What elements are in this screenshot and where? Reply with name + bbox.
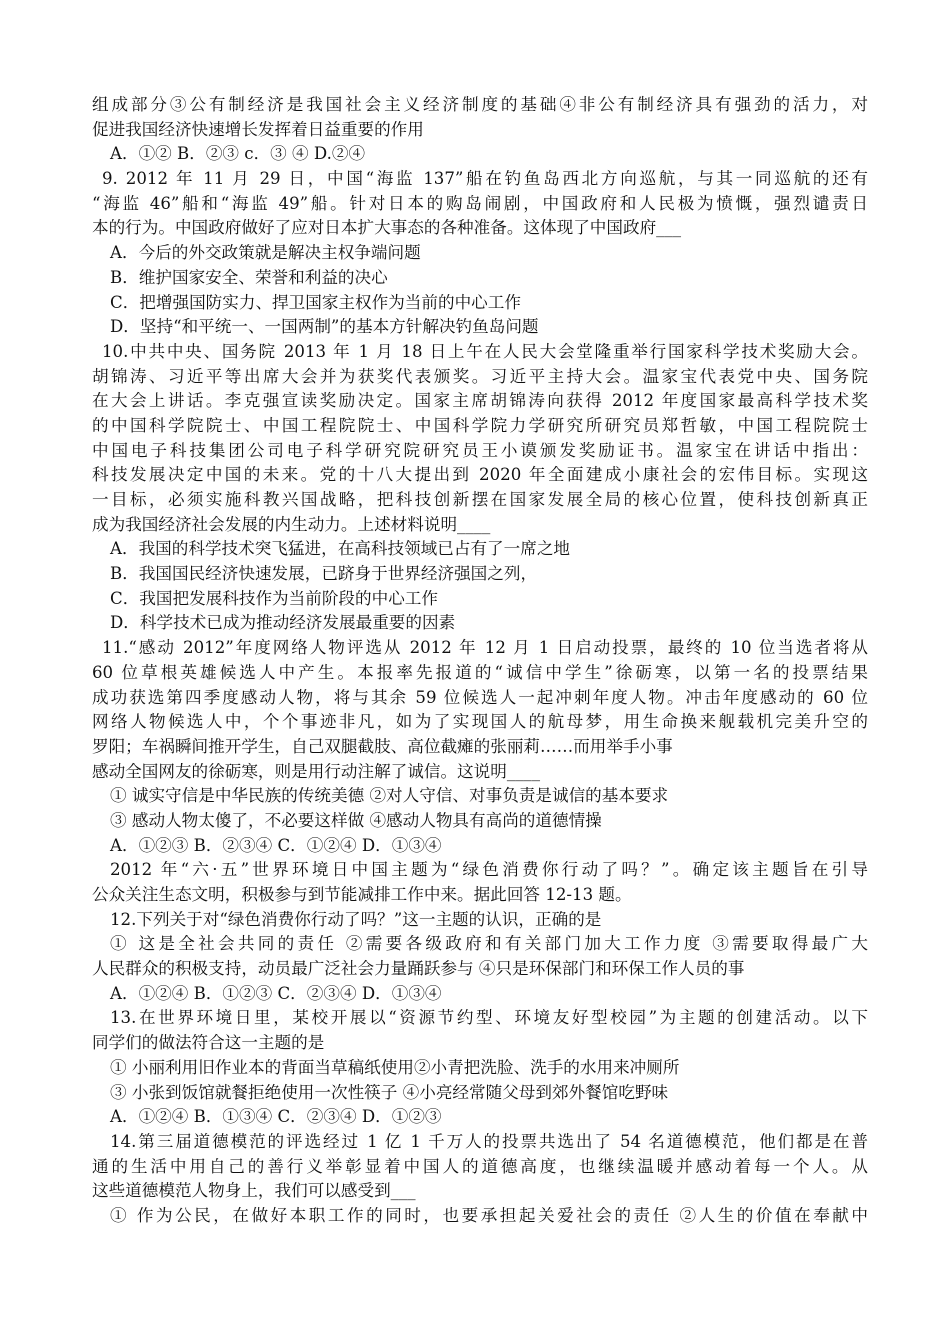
text-line: 人民群众的积极支持，动员最广泛社会力量踊跃参与 ④只是环保部门和环保工作人员的事 <box>92 959 745 979</box>
option-c: C．我国把发展科技作为当前阶段的中心工作 <box>110 588 438 608</box>
question-9-stem: 9. 2012 年 11 月 29 日，中国“海监 137”船在钓鱼岛西北方向巡航，与其一同巡航的还有 <box>102 169 868 189</box>
question-13-stem: 13.在世界环境日里，某校开展以“资源节约型、环境友好型校园”为主题的创建活动。以下 <box>110 1008 868 1028</box>
text-line: 感动全国网友的徐砺寒，则是用行动注解了诚信。这说明____ <box>92 761 541 781</box>
question-12-stem: 12.下列关于对“绿色消费你行动了吗？”这一主题的认识，正确的是 <box>110 909 602 929</box>
question-11-stem: 11.“感动 2012”年度网络人物评选从 2012 年 12 月 1 日启动投票，最终的 10 位当选者将从 <box>102 638 868 658</box>
text-line: 60 位草根英雄候选人中产生。本报率先报道的“诚信中学生”徐砺寒，以第一名的投票结果 <box>92 662 868 682</box>
answer-options: A．①②④ B．①③④ C．②③④ D．①②③ <box>110 1107 442 1127</box>
statement-options: ③ 小张到饭馆就餐拒绝使用一次性筷子 ④小亮经常随父母到郊外餐馆吃野味 <box>110 1082 669 1102</box>
answer-options: A．①②④ B．①②③ C．②③④ D．①③④ <box>110 983 442 1003</box>
option-a: A．我国的科学技术突飞猛进，在高科技领域已占有了一席之地 <box>110 539 571 559</box>
text-line: 同学们的做法符合这一主题的是 <box>92 1033 325 1053</box>
text-line: 胡锦涛、习近平等出席大会并为获奖代表颁奖。习近平主持大会。温家宝代表党中央、国务院 <box>92 366 868 386</box>
text-line: 这些道德模范人物身上，我们可以感受到___ <box>92 1181 416 1201</box>
text-line: 公众关注生态文明，积极参与到节能减排工作中来。据此回答 12-13 题。 <box>92 885 632 904</box>
statement-options: ① 这是全社会共同的责任 ②需要各级政府和有关部门加大工作力度 ③需要取得最广大 <box>110 934 868 954</box>
text-line: 通的生活中用自己的善行义举彰显着中国人的道德高度，也继续温暖并感动着每一个人。从 <box>92 1156 868 1176</box>
material-intro: 2012 年“六·五”世界环境日中国主题为“绿色消费你行动了吗？”。确定该主题旨在引导 <box>110 860 868 880</box>
text-line: 在大会上讲话。李克强宣读奖励决定。国家主席胡锦涛向获得 2012 年度国家最高科学技术奖 <box>92 391 868 411</box>
statement-options: ① 小丽利用旧作业本的背面当草稿纸使用②小青把洗脸、洗手的水用来冲厕所 <box>110 1057 680 1077</box>
text-line: 中国电子科技集团公司电子科学研究院研究员王小谟颁发奖励证书。温家宝在讲话中指出： <box>92 440 868 460</box>
option-b: B．我国国民经济快速发展，已跻身于世界经济强国之列， <box>110 564 538 584</box>
text-line: 成为我国经济社会发展的内生动力。上述材料说明____ <box>92 514 491 534</box>
text-line: 本的行为。中国政府做好了应对日本扩大事态的各种准备。这体现了中国政府___ <box>92 218 682 238</box>
text-line: 科技发展决定中国的未来。党的十八大提出到 2020 年全面建成小康社会的宏伟目标。实现这 <box>92 465 868 485</box>
text-line: 组成部分③公有制经济是我国社会主义经济制度的基础④非公有制经济具有强劲的活力，对 <box>92 95 868 114</box>
text-line: 成功获选第四季度感动人物，将与其余 59 位候选人一起冲刺年度人物。冲击年度感动的 60 位 <box>92 687 868 707</box>
question-14-stem: 14.第三届道德模范的评选经过 1 亿 1 千万人的投票共选出了 54 名道德模范，他们都是在普 <box>110 1131 868 1151</box>
option-c: C．把增强国防实力、捍卫国家主权作为当前的中心工作 <box>110 292 521 312</box>
statement-options: ① 作为公民，在做好本职工作的同时，也要承担起关爱社会的责任 ②人生的价值在奉献中 <box>110 1205 868 1225</box>
text-line: 网络人物候选人中，个个事迹非凡，如为了实现国人的航母梦，用生命换来舰载机完美升空的 <box>92 712 868 732</box>
text-line: 一目标，必须实施科教兴国战略，把科技创新摆在国家发展全局的核心位置，使科技创新真正 <box>92 490 868 509</box>
text-line: 促进我国经济快速增长发挥着日益重要的作用 <box>92 119 424 139</box>
statement-options: ③ 感动人物太傻了，不必要这样做 ④感动人物具有高尚的道德情操 <box>110 810 602 830</box>
answer-options: A．①② B．②③ c．③ ④ D.②④ <box>110 144 366 164</box>
text-line: 罗阳；车祸瞬间推开学生，自己双腿截肢、高位截瘫的张丽莉……而用举手小事 <box>92 736 673 756</box>
option-b: B．维护国家安全、荣誉和利益的决心 <box>110 267 388 287</box>
text-line: “海监 46”船和“海监 49”船。针对日本的购岛闹剧，中国政府和人民极为愤慨，强烈谴责日 <box>92 193 868 213</box>
answer-options: A．①②③ B．②③④ C．①②④ D．①③④ <box>110 835 442 855</box>
option-a: A．今后的外交政策就是解决主权争端问题 <box>110 243 421 263</box>
option-d: D．坚持“和平统一、一国两制”的基本方针解决钓鱼岛问题 <box>110 317 539 337</box>
statement-options: ① 诚实守信是中华民族的传统美德 ②对人守信、对事负责是诚信的基本要求 <box>110 786 669 806</box>
option-d: D．科学技术已成为推动经济发展最重要的因素 <box>110 613 456 633</box>
question-10-stem: 10.中共中央、国务院 2013 年 1 月 18 日上午在人民大会堂隆重举行国家科学技术奖励大会。 <box>102 341 868 361</box>
document-page <box>92 93 868 1229</box>
text-line: 的中国科学院院士、中国工程院院士、中国科学院力学研究所研究员郑哲敏，中国工程院院士 <box>92 415 868 435</box>
